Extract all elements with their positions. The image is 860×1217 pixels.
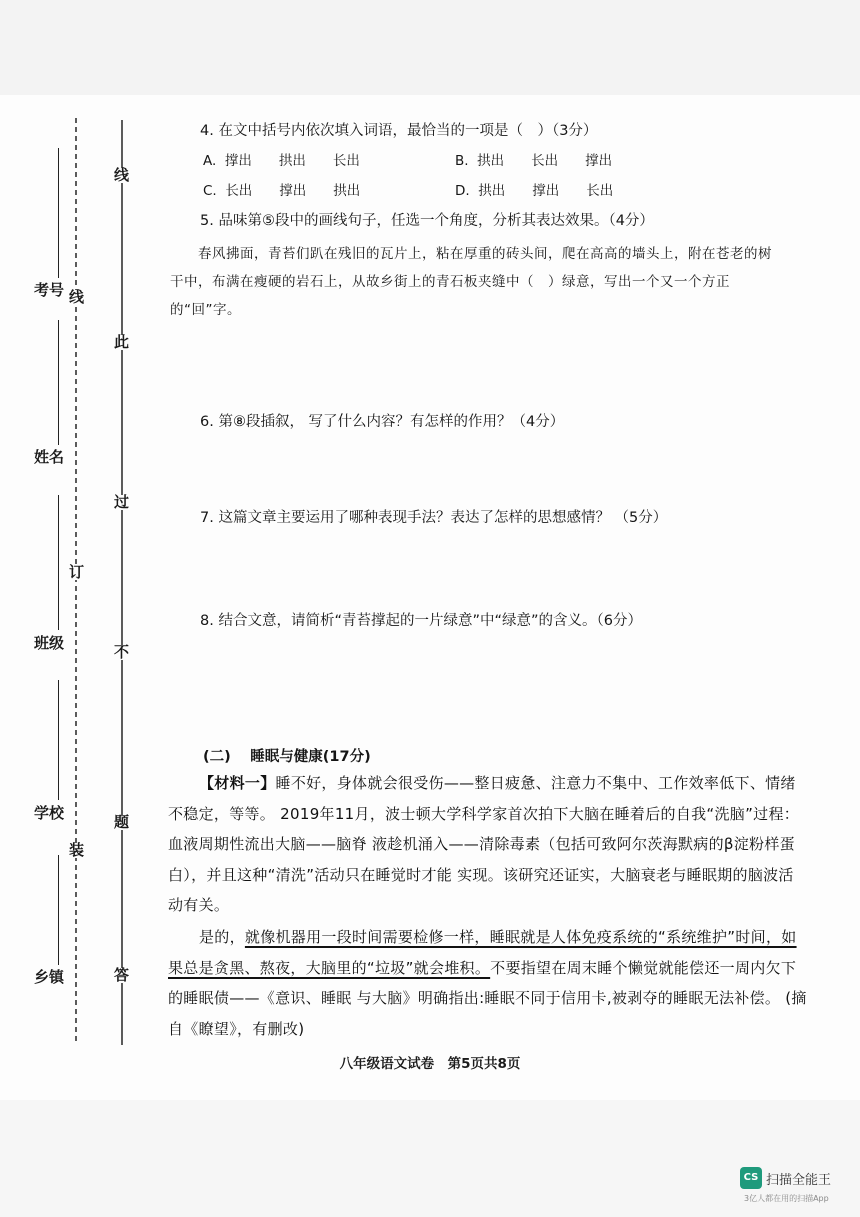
q4-option-c: C. 长出 撑出 拱出 <box>203 183 361 199</box>
warning-char-ci: 此 <box>114 333 130 351</box>
warning-char-guo: 过 <box>114 493 130 511</box>
warning-char-da: 答 <box>114 966 130 984</box>
warning-char-ti: 题 <box>114 813 130 831</box>
binding-lines <box>0 0 160 1100</box>
q5-quoted-passage: 春风拂面，青苔们趴在残旧的瓦片上，粘在厚重的砖头间，爬在高高的墙头上，附在苍老的树干中，布满在瘦硬的岩石上，从故乡街上的青石板夹缝中（ ）绿意，写出一个又一个方正的“回”字。 <box>170 246 772 318</box>
blank-xingming <box>58 320 59 445</box>
question-5: 5. 品味第⑤段中的画线句子，任选一个角度，分析其表达效果。（4分） <box>200 213 654 229</box>
field-label-xiangzhen: 乡镇 <box>34 968 65 986</box>
material-1-text: 睡不好，身体就会很受伤——整日疲惫、注意力不集中、工作效率低下、情绪不稳定，等等。 2019年11月，波士顿大学科学家首次拍下大脑在睡着后的自我“洗脑”过程：血液周期性流出大脑——脑脊 液趁机涌入——清除毒素（包括可致阿尔茨海默病的β淀粉样蛋白），并且这种“清洗”活动只在睡觉时才能 实现。该研究还证实，大脑衰老与睡眠期的脑波活动有关。 <box>168 774 800 914</box>
page-footer: 八年级语文试卷 第5页共8页 <box>339 1056 521 1072</box>
blank-banji <box>58 495 59 630</box>
q4-option-b: B. 拱出 长出 撑出 <box>455 153 613 169</box>
section-2-title: (二) 睡眠与健康(17分) <box>203 749 371 765</box>
scan-bottom-margin <box>0 1100 860 1217</box>
scanner-watermark <box>740 1167 834 1189</box>
field-label-xuexiao: 学校 <box>34 804 65 822</box>
question-7: 7. 这篇文章主要运用了哪种表现手法？表达了怎样的思想感情？ （5分） <box>200 510 668 526</box>
scanner-logo-icon: CS <box>740 1167 762 1189</box>
material-1-paragraph <box>168 768 808 921</box>
para2-underlined-sentence: 就像机器用一段时间需要检修一样，睡眠就是人体免疫系统的“系统维护”时间，如果总是贪黑、熬夜，大脑里的“垃圾”就会堆积。 <box>168 928 797 977</box>
para2-rest: 不要指望在周末睡个懒觉就能偿还一周内欠下的睡眠债——《意识、睡眠 与大脑》明确指出:睡眠不同于信用卡,被剥夺的睡眠无法补偿。 (摘自《瞭望》，有删改) <box>168 958 807 1038</box>
field-label-kaohao: 考号 <box>34 281 65 299</box>
binding-word-ding: 订 <box>69 563 85 581</box>
binding-word-xian: 线 <box>69 288 85 306</box>
question-4: 4. 在文中括号内依次填入词语，最恰当的一项是（ ）（3分） <box>200 123 598 139</box>
q4-option-d: D. 拱出 撑出 长出 <box>455 183 614 199</box>
blank-kaohao <box>58 148 59 278</box>
field-label-xingming: 姓名 <box>34 448 65 466</box>
field-label-banji: 班级 <box>34 634 65 652</box>
material-1-label: 【材料一】 <box>199 774 276 792</box>
blank-xuexiao <box>58 680 59 800</box>
scanner-app-name: 扫描全能王 <box>766 1173 832 1188</box>
question-8: 8. 结合文意，请简析“青苔撑起的一片绿意”中“绿意”的含义。（6分） <box>200 613 642 629</box>
q4-option-a: A. 撑出 拱出 长出 <box>203 153 360 169</box>
blank-xiangzhen <box>58 855 59 965</box>
para2-lead: 是的， <box>199 928 245 946</box>
binding-word-zhuang: 装 <box>69 841 85 859</box>
warning-char-xian: 线 <box>114 166 130 184</box>
warning-char-bu: 不 <box>114 643 130 661</box>
scanner-tagline: 3亿人都在用的扫描App <box>744 1194 829 1203</box>
section-2-paragraph-2 <box>168 922 808 1044</box>
question-6: 6. 第⑧段插叙， 写了什么内容？有怎样的作用？（4分） <box>200 414 565 430</box>
